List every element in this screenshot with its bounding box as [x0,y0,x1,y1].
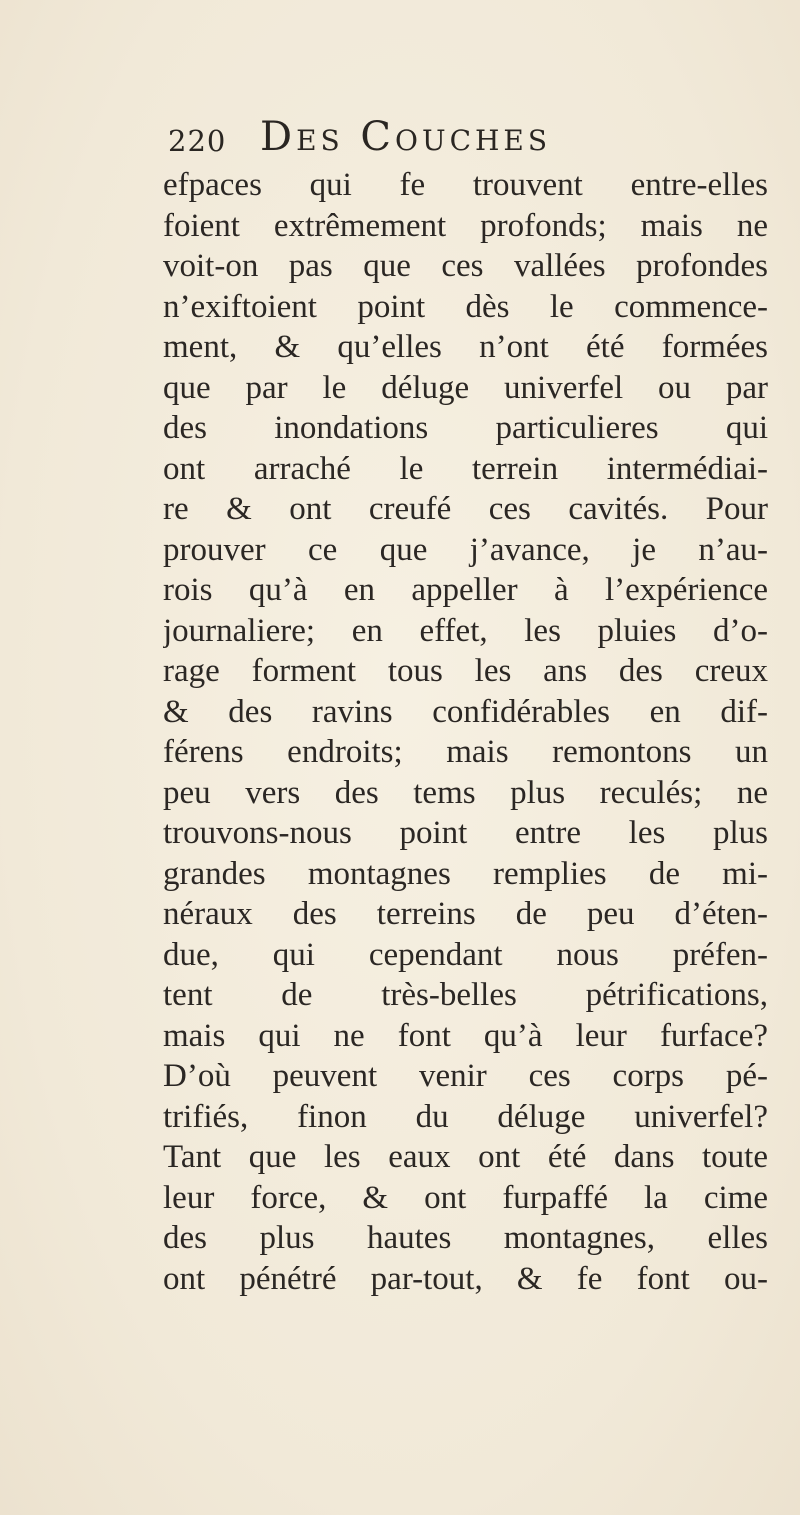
text-line: rois qu’à en appeller à l’expérience [163,572,768,608]
text-line: voit-on pas que ces vallées profondes [163,248,768,284]
text-line: des inondations particulieres qui [163,410,768,446]
text-line: tent de très-belles pétrifications, [163,977,768,1013]
body-text [163,165,768,1299]
text-line: grandes montagnes remplies de mi- [163,855,768,892]
text-line: férens endroits; mais remontons un [163,734,768,770]
page-number: 220 [168,124,227,158]
text-line: des plus hautes montagnes, elles [163,1220,768,1256]
text-line: rage forment tous les ans des creux [163,653,768,689]
text-line: que par le déluge univerfel ou par [163,369,768,406]
text-line: ont arraché le terrein intermédiai- [163,450,768,487]
text-line: due, qui cependant nous préfen- [163,936,768,973]
text-line: efpaces qui fe trouvent entre-elles [163,167,768,203]
text-line: néraux des terreins de peu d’éten- [163,896,768,932]
text-line: n’exiftoient point dès le commence- [163,288,768,325]
text-line: D’où peuvent venir ces corps pé- [163,1058,768,1094]
text-line: Tant que les eaux ont été dans toute [163,1139,768,1175]
text-line: ont pénétré par-tout, & fe font ou- [163,1260,768,1297]
text-line: ment, & qu’elles n’ont été formées [163,329,768,365]
text-line: re & ont creufé ces cavités. Pour [163,491,768,527]
text-line: mais qui ne font qu’à leur furface? [163,1017,768,1054]
text-line: trifiés, finon du déluge univerfel? [163,1098,768,1135]
text-line: journaliere; en effet, les pluies d’o- [163,612,768,649]
page-header [168,112,768,162]
text-line: & des ravins confidérables en dif- [163,693,768,730]
text-line: leur force, & ont furpaffé la cime [163,1179,768,1216]
running-head: Des Couches [260,114,552,160]
text-line: foient extrêmement profonds; mais ne [163,207,768,244]
text-line: trouvons-nous point entre les plus [163,815,768,851]
text-line: prouver ce que j’avance, je n’au- [163,531,768,568]
text-line: peu vers des tems plus reculés; ne [163,774,768,811]
